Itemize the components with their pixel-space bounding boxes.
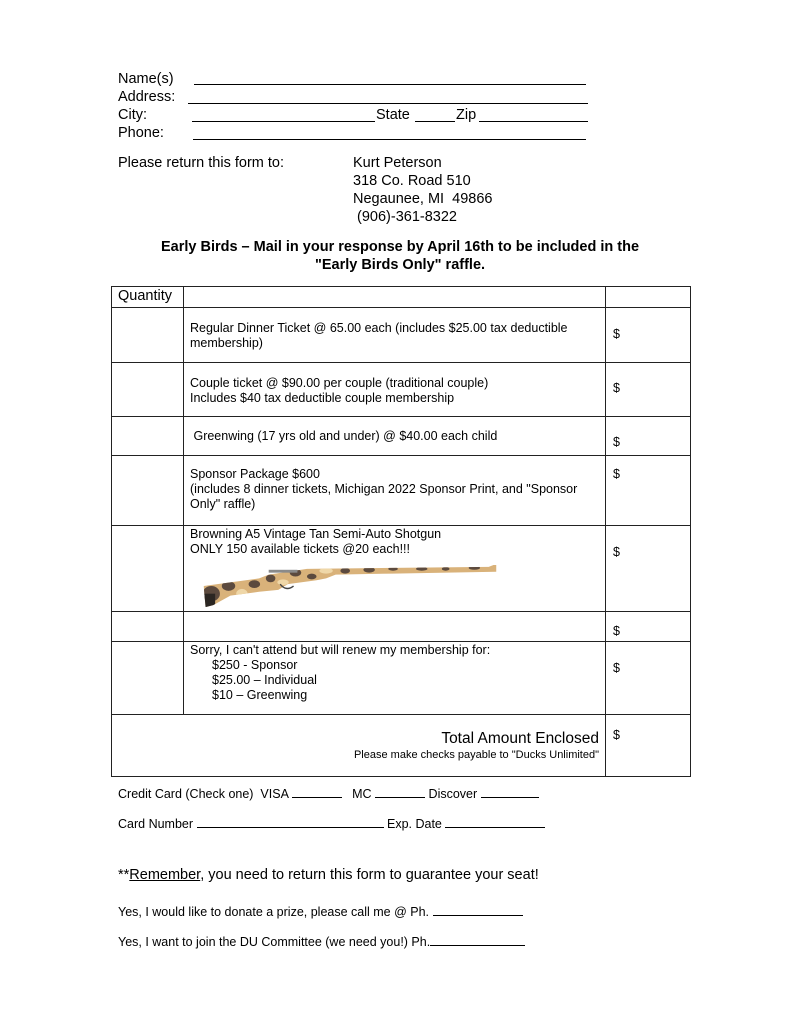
item-description [184,456,606,526]
donate-line [118,904,523,920]
description-header [184,287,606,308]
quantity-input[interactable] [112,417,184,456]
item-line: ONLY 150 available tickets @20 each!!! [190,542,410,556]
credit-card-line [118,786,539,802]
item-line: Includes $40 tax deductible couple membership [190,391,455,405]
table-header-row [112,287,691,308]
item-line: Browning A5 Vintage Tan Semi-Auto Shotgun [190,527,442,541]
order-table-wrapper [111,286,690,777]
quantity-header: Quantity [112,287,184,308]
quantity-input[interactable] [112,456,184,526]
state-label: State [376,107,410,123]
item-description [184,363,606,417]
order-table [111,286,691,777]
return-phone: (906)-361-8322 [353,209,457,225]
item-description [184,308,606,363]
item-description [184,642,606,715]
item-line: Regular Dinner Ticket @ 65.00 each (includes $25.00 tax deductible [190,321,568,335]
state-field[interactable] [415,121,455,122]
city-label: City: [118,107,147,123]
quantity-input[interactable] [112,642,184,715]
exp-date-label: Exp. Date [387,817,442,831]
quantity-input[interactable] [112,526,184,612]
reminder-rest: , you need to return this form to guarantee your seat! [200,867,539,883]
total-amount-input[interactable]: $ [606,715,691,777]
item-description [184,612,606,642]
zip-field[interactable] [479,121,588,122]
table-row [112,456,691,526]
city-field[interactable] [192,121,375,122]
zip-label: Zip [456,107,477,123]
membership-option-greenwing: $10 – Greenwing [212,688,308,702]
return-name: Kurt Peterson [353,155,442,171]
membership-option-sponsor: $250 - Sponsor [212,658,298,672]
total-label-cell [112,715,606,777]
return-street: 318 Co. Road 510 [353,173,471,189]
exp-date-field[interactable] [445,816,545,828]
checks-note: Please make checks payable to "Ducks Unlimited" [353,749,599,761]
shotgun-image [195,565,505,609]
amount-input[interactable]: $ [606,526,691,612]
quantity-input[interactable] [112,612,184,642]
table-row [112,417,691,456]
item-description [184,526,606,612]
name-field[interactable] [194,84,586,85]
reminder-emphasis: Remember [129,867,201,883]
amount-header [606,287,691,308]
discover-label: Discover [428,787,478,801]
donate-text: Yes, I would like to donate a prize, please call me @ Ph. [118,905,430,919]
table-row [112,308,691,363]
early-birds-line1: Early Birds – Mail in your response by April 16th to be included in the [160,239,640,255]
return-to-label: Please return this form to: [118,155,285,171]
early-birds-line2: "Early Birds Only" raffle. [314,257,486,273]
item-line: (includes 8 dinner tickets, Michigan 2022 Sponsor Print, and "Sponsor [190,482,578,496]
card-number-line [118,816,545,832]
amount-input[interactable]: $ [606,308,691,363]
table-row [112,363,691,417]
card-number-field[interactable] [197,816,384,828]
visa-label: VISA [260,787,289,801]
phone-label: Phone: [118,125,164,141]
early-birds-notice [100,238,700,274]
mc-checkbox[interactable] [375,786,425,798]
discover-checkbox[interactable] [481,786,539,798]
phone-field[interactable] [193,139,586,140]
committee-phone-field[interactable] [430,934,525,946]
visa-checkbox[interactable] [292,786,342,798]
item-line: Greenwing (17 yrs old and under) @ $40.00 each child [190,429,498,443]
item-line: membership) [190,336,263,350]
total-row [112,715,691,777]
total-label: Total Amount Enclosed [441,730,599,747]
address-field[interactable] [188,103,588,104]
item-line: Couple ticket @ $90.00 per couple (traditional couple) [190,376,489,390]
donate-phone-field[interactable] [433,904,523,916]
reminder-text [118,866,539,884]
amount-input[interactable]: $ [606,417,691,456]
item-description [184,417,606,456]
committee-line [118,934,525,950]
credit-card-label: Credit Card (Check one) [118,787,254,801]
membership-option-individual: $25.00 – Individual [212,673,317,687]
item-line: Sponsor Package $600 [190,467,320,481]
reminder-prefix: ** [118,867,130,883]
quantity-input[interactable] [112,363,184,417]
quantity-input[interactable] [112,308,184,363]
item-line: Sorry, I can't attend but will renew my membership for: [190,643,491,657]
amount-input[interactable]: $ [606,612,691,642]
return-city: Negaunee, MI 49866 [353,191,493,207]
card-number-label: Card Number [118,817,194,831]
mc-label: MC [352,787,372,801]
table-row [112,642,691,715]
table-row [112,526,691,612]
name-label: Name(s) [118,71,174,87]
table-row [112,612,691,642]
committee-text: Yes, I want to join the DU Committee (we need you!) Ph. [118,935,431,949]
amount-input[interactable]: $ [606,363,691,417]
item-line: Only" raffle) [190,497,256,511]
return-address [353,154,492,226]
amount-input[interactable]: $ [606,456,691,526]
address-label: Address: [118,89,176,105]
amount-input[interactable]: $ [606,642,691,715]
